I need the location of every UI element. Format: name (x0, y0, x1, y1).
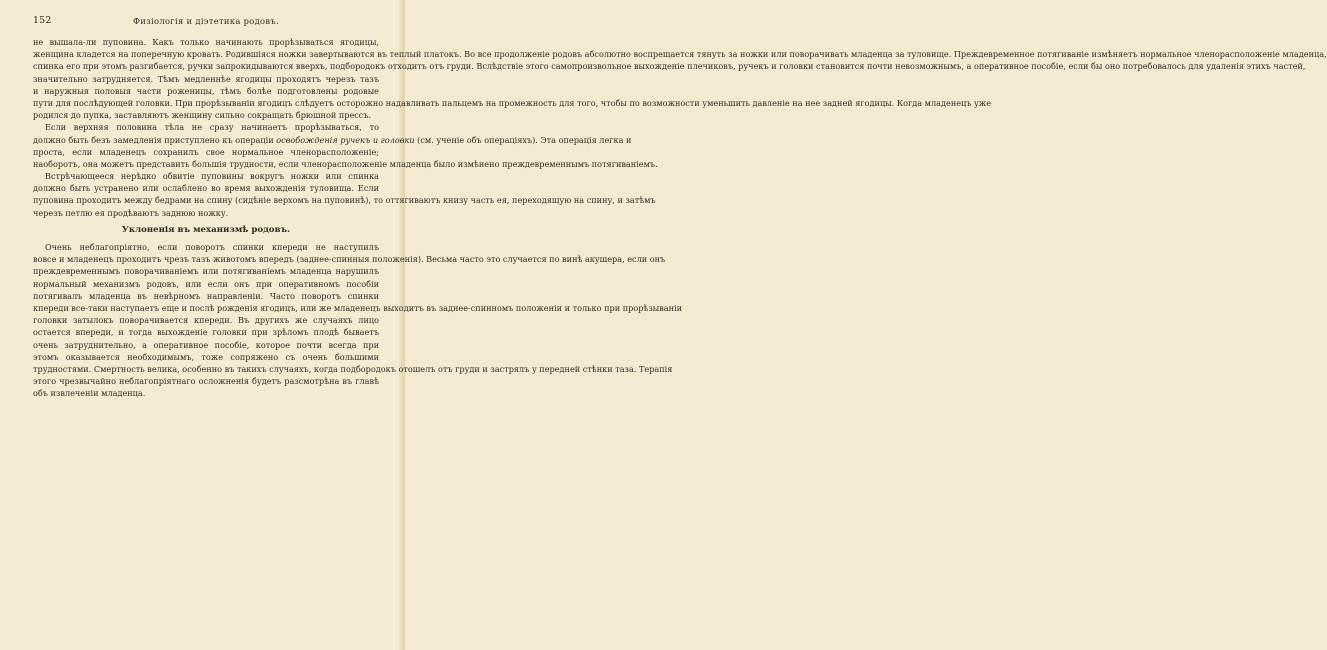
text-line: наоборотъ, она можетъ представить большія трудности, если членорасположеніе младенца было измѣнено преждевременнымъ потягиваніемъ. (33, 158, 658, 169)
text-line: не вышала-ли пуповина. Какъ только начинають прорѣзываться ягодицы, (33, 37, 379, 47)
text-line: Если верхняя половина тѣла не сразу начинаетъ прорѣзываться, то (45, 122, 379, 133)
text-line: этомъ оказывается необходимымъ, тоже сопряжено съ очень большими (33, 351, 379, 362)
running-title: Физіологія и діэтетика родовъ. (133, 16, 279, 26)
text-line: должно быть устранено или ослаблено во время выхожденія туловища. Если (33, 183, 379, 194)
page-header (33, 15, 379, 29)
text-line: остается впереди, и тогда выхожденіе головки при зрѣломъ плодѣ бываетъ (33, 327, 379, 338)
text-line: должно быть безъ замедленія приступлено къ операціи освобожденія ручекъ и головки (см. ученіе объ операціяхъ). Эта операція легка и (33, 134, 632, 145)
page-number: 152 (33, 15, 52, 26)
text-line: и наружныя половыя части роженицы, тѣмъ болѣе подготовлены родовые (33, 85, 379, 96)
text-line: пути для послѣдующей головки. При прорѣзываніи ягодицъ слѣдуетъ осторожно надавливать пальцемъ на промежность для того, чтобы по возможности уменьшить давленіе на нее задней ягодицы. Когда младенецъ уже (33, 97, 992, 108)
text-line: кпереди все-таки наступаетъ еще и послѣ рожденія ягодицъ, или же младенецъ выходитъ въ заднее-спинномъ положеніи и только при прорѣзываніи (33, 302, 683, 313)
section-heading: Уклоненія въ механизмѣ родовъ. (121, 224, 291, 235)
text-line: Очень неблагопріятно, если поворотъ спинки кпереди не наступилъ (45, 242, 379, 252)
body-text (33, 36, 1327, 399)
text-line: значительно затрудняется. Тѣмъ медленнѣе ягодицы проходятъ черезъ тазъ (33, 73, 379, 84)
text-line: Встрѣчающееся нерѣдко обвитіе пуповины вокругъ ножки или спинка (45, 171, 379, 182)
text-line: женщина кладется на поперечную кровать. Родившіяся ножки завертываются въ теплый платокъ. Во все продолженіе родовъ абсолютно воспрещается тянуть за ножки или поворачивать младенца за туловище. Преждевременное потягиваніе измѣняетъ нормальное членорасположеніе младенца, (33, 49, 1327, 60)
text-line: пуповина проходитъ между бедрами на спину (сидѣніе верхомъ на пуповинѣ), то оттягиваютъ книзу часть ея, переходящую на спину, и затѣмъ (33, 195, 656, 206)
text-line: черезъ петлю ея продѣваютъ заднюю ножку. (33, 207, 229, 218)
text-line: очень затруднительно, а оперативное пособіе, которое почти всегда при (33, 339, 379, 350)
italic-term: освобожденія ручекъ и головки (276, 134, 415, 145)
text-line: вовсе и младенецъ проходитъ чрезъ тазъ животомъ впередъ (заднее-спинныя положенія). Весьма часто это случается по винѣ акушера, если онъ (33, 254, 666, 265)
text-line: потягивалъ младенца въ невѣрномъ направленіи. Часто поворотъ спинки (33, 290, 379, 301)
text-line: родился до пупка, заставляютъ женщину сильно сокращать брюшной прессъ. (33, 110, 372, 121)
text-line: объ извлеченіи младенца. (33, 388, 146, 399)
text-line: нормальный механизмъ родовъ, или если онъ при оперативномъ пособіи (33, 278, 379, 289)
text-line: преждевременнымъ поворачиваніемъ или потягиваніемъ младенца нарушилъ (33, 266, 379, 277)
text-line: этого чрезвычайно неблагопріятнаго осложненія будетъ разсмотрѣна въ главѣ (33, 376, 379, 387)
text-line: трудностями. Смертность велика, особенно въ такихъ случаяхъ, когда подбородокъ отошелъ отъ груди и застрялъ у передней стѣнки таза. Терапія (33, 363, 673, 374)
text-line: проста, если младенецъ сохранилъ свое нормальное членорасположеніе; (33, 146, 379, 157)
text-line: спинка его при этомъ разгибается, ручки запрокидываются вверхъ, подбородокъ отходитъ отъ груди. Вслѣдствіе этого самопроизвольное выхожденіе плечиковъ, ручекъ и головки становится почти невозможнымъ, а оперативное пособіе, если бы оно потребовалось для удаленія этихъ частей, (33, 61, 1306, 72)
text-line: головки затылокъ поворачивается кпереди. Въ другихъ же случаяхъ лицо (33, 315, 379, 326)
